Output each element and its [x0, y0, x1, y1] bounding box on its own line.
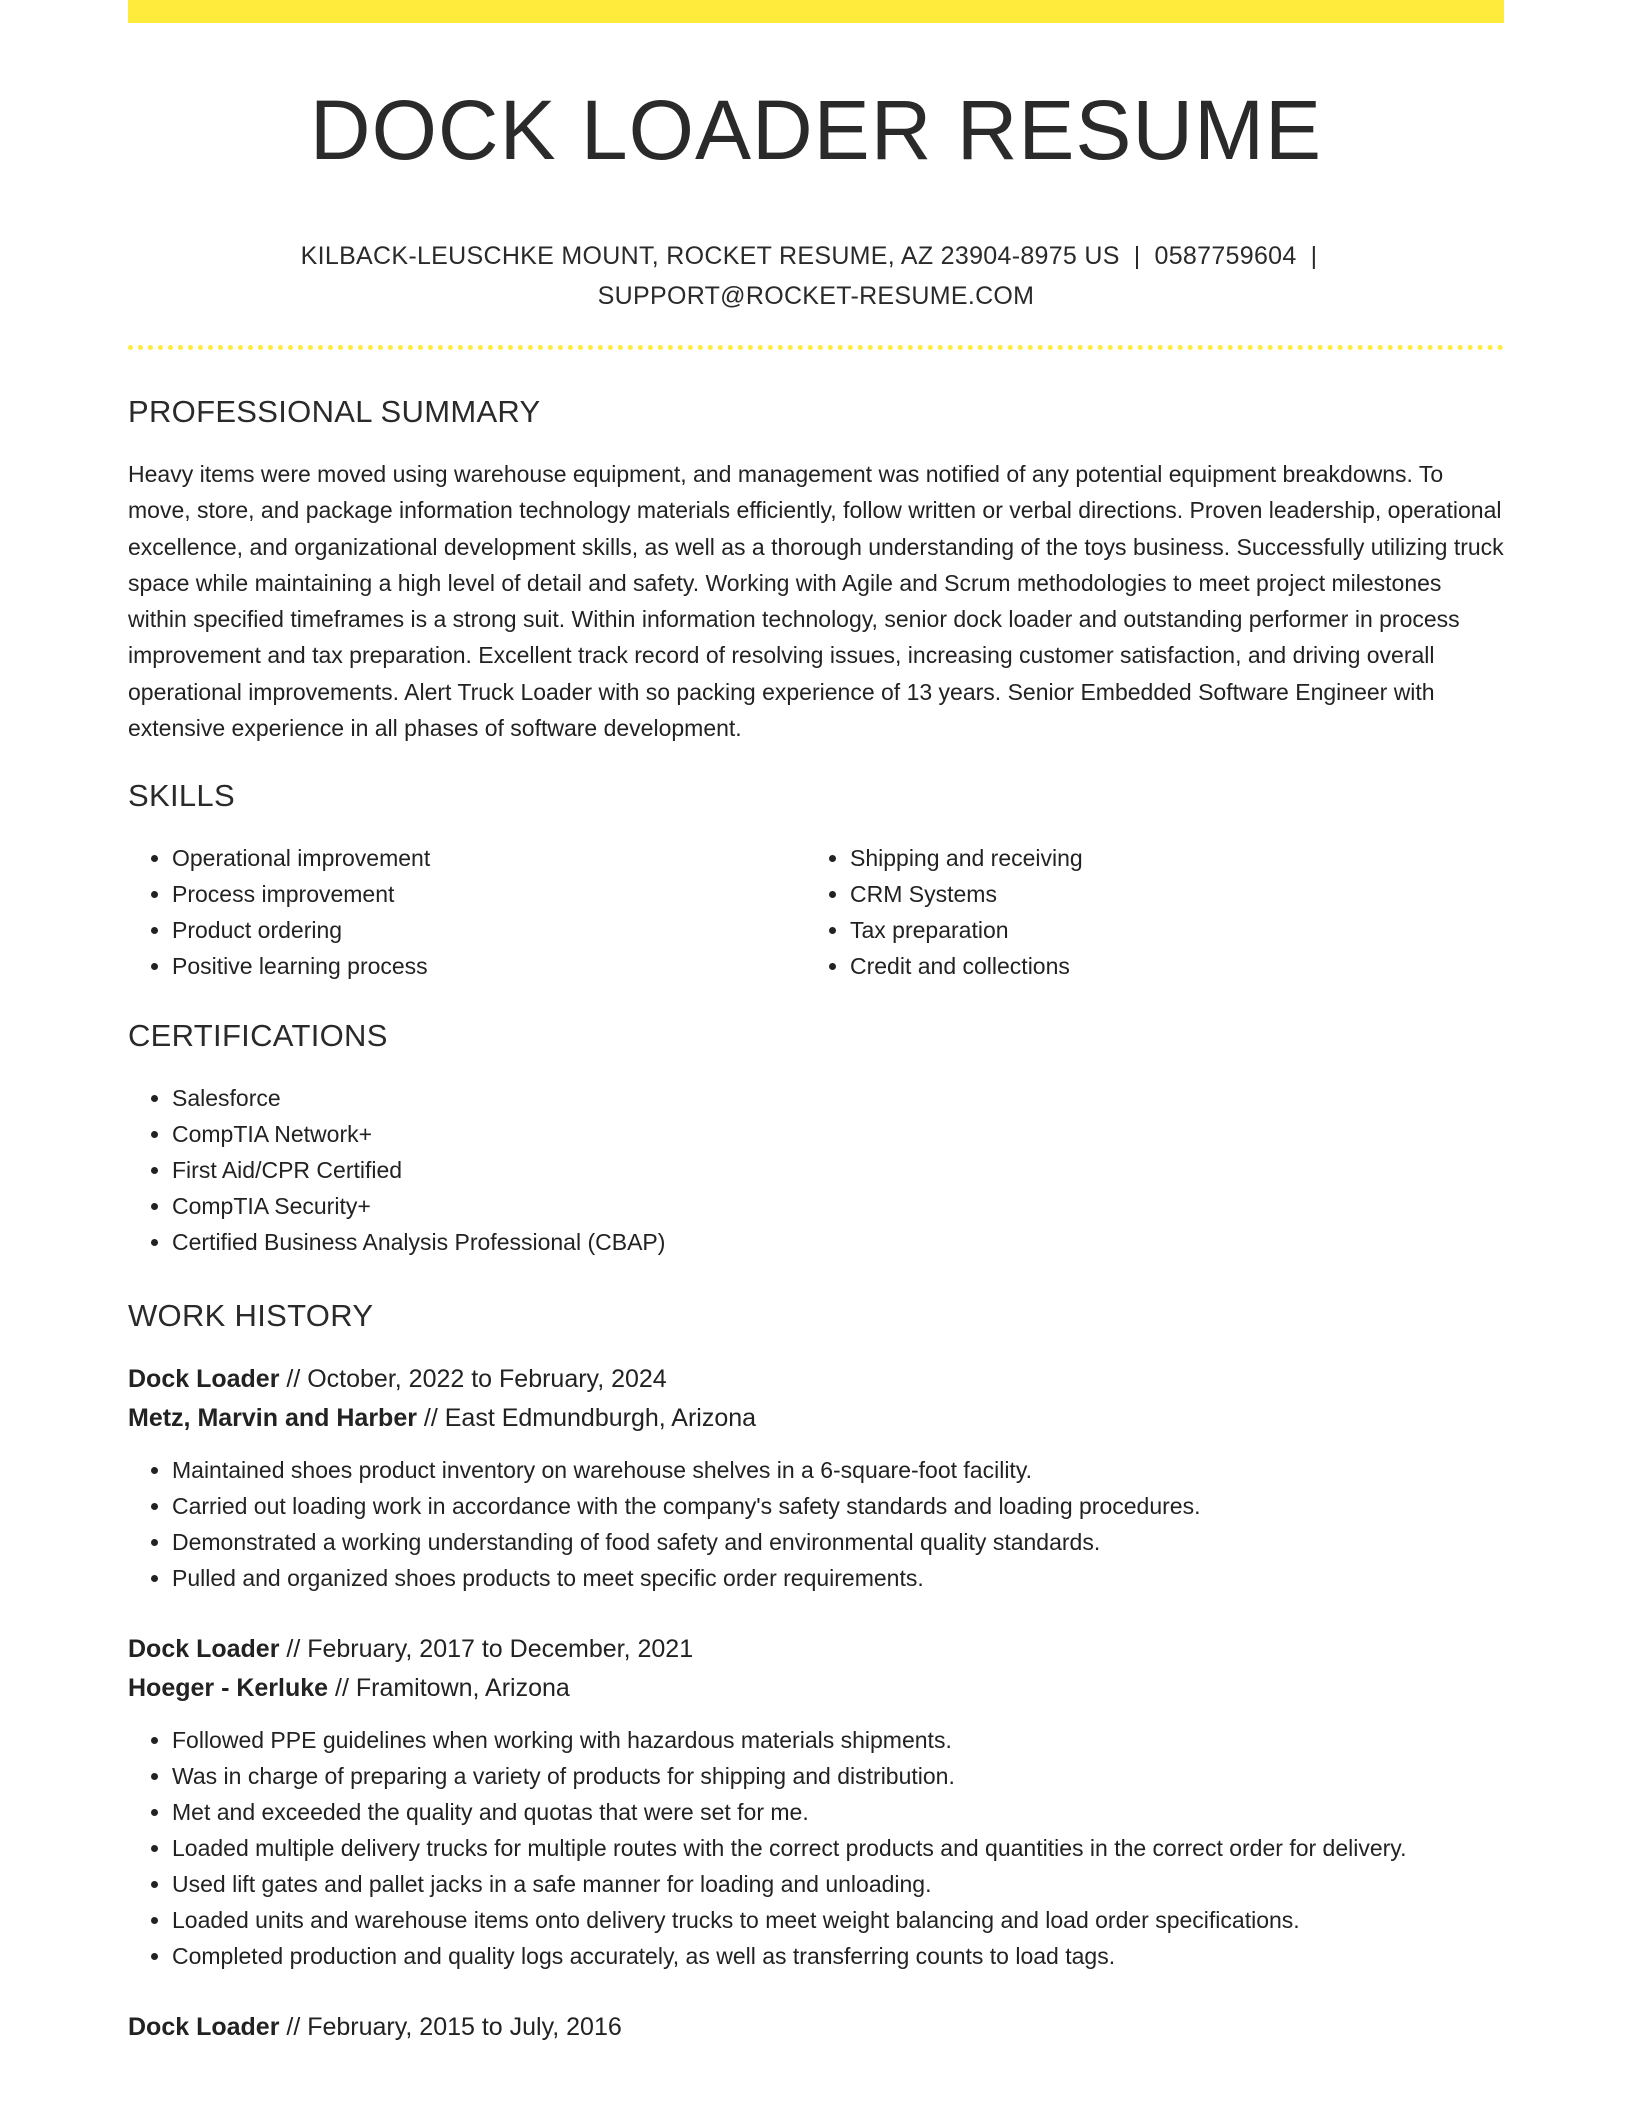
work-history-section	[128, 1294, 1504, 2047]
skill-item: • Process improvement	[172, 876, 806, 912]
contact-address: KILBACK-LEUSCHKE MOUNT, ROCKET RESUME, AZ 23904-8975 US	[300, 242, 1120, 270]
job-bullet: • Demonstrated a working understanding of food safety and environmental quality standards.	[172, 1524, 1504, 1560]
job-bullet: • Used lift gates and pallet jacks in a safe manner for loading and unloading.	[172, 1866, 1504, 1902]
contact-info	[128, 236, 1504, 316]
job-entry	[128, 1360, 1504, 1596]
contact-email: SUPPORT@ROCKET-RESUME.COM	[597, 282, 1035, 310]
certification-item: • Salesforce	[172, 1080, 1504, 1116]
summary-heading: PROFESSIONAL SUMMARY	[128, 394, 541, 429]
skills-columns	[128, 840, 1504, 984]
certifications-list	[128, 1080, 1504, 1260]
skill-item: • Product ordering	[172, 912, 806, 948]
accent-top-bar	[128, 0, 1504, 23]
summary-section	[128, 390, 1504, 746]
resume-title: DOCK LOADER RESUME	[309, 83, 1323, 177]
work-history-heading: WORK HISTORY	[128, 1298, 374, 1334]
resume-body	[128, 390, 1504, 2081]
job-bullet: • Met and exceeded the quality and quotas that were set for me.	[172, 1794, 1504, 1830]
skills-list-left	[128, 840, 806, 984]
skill-item: • Credit and collections	[850, 948, 1484, 984]
certification-item: • Certified Business Analysis Professional (CBAP)	[172, 1224, 1504, 1260]
certification-item: • First Aid/CPR Certified	[172, 1152, 1504, 1188]
skill-item: • Positive learning process	[172, 948, 806, 984]
job-bullet: • Loaded multiple delivery trucks for multiple routes with the correct products and quantities in the correct order for delivery.	[172, 1830, 1504, 1866]
skills-heading: SKILLS	[128, 778, 235, 814]
certification-item: • CompTIA Network+	[172, 1116, 1504, 1152]
job-bullets	[128, 1452, 1504, 1596]
job-bullet: • Maintained shoes product inventory on warehouse shelves in a 6-square-foot facility.	[172, 1452, 1504, 1488]
job-dates: // February, 2017 to December, 2021	[279, 1635, 694, 1664]
job-company: Hoeger - Kerluke	[128, 1674, 329, 1703]
skills-section	[128, 774, 1504, 984]
skill-item: • Shipping and receiving	[850, 840, 1484, 876]
job-dates: // February, 2015 to July, 2016	[279, 2013, 622, 2042]
job-bullet: • Completed production and quality logs accurately, as well as transferring counts to load tags.	[172, 1938, 1504, 1974]
skill-item: • Operational improvement	[172, 840, 806, 876]
job-entry	[128, 1630, 1504, 1974]
job-location: // East Edmundburgh, Arizona	[416, 1404, 757, 1433]
job-dates: // October, 2022 to February, 2024	[279, 1365, 667, 1394]
contact-phone: 0587759604	[1154, 242, 1297, 270]
skills-list-right	[806, 840, 1484, 984]
job-title: Dock Loader	[128, 1365, 280, 1394]
contact-separator: |	[1310, 242, 1318, 270]
job-title: Dock Loader	[128, 2013, 280, 2042]
certifications-section	[128, 1014, 1504, 1260]
job-entry	[128, 2008, 1504, 2047]
job-bullet: • Pulled and organized shoes products to meet specific order requirements.	[172, 1560, 1504, 1596]
job-title-line	[128, 1630, 1504, 1669]
contact-separator: |	[1133, 242, 1141, 270]
job-bullet: • Was in charge of preparing a variety of products for shipping and distribution.	[172, 1758, 1504, 1794]
job-company: Metz, Marvin and Harber	[128, 1404, 417, 1433]
job-bullet: • Carried out loading work in accordance with the company's safety standards and loading procedures.	[172, 1488, 1504, 1524]
certifications-heading: CERTIFICATIONS	[128, 1018, 388, 1054]
skill-item: • Tax preparation	[850, 912, 1484, 948]
summary-text: Heavy items were moved using warehouse equipment, and management was notified of any potential equipment breakdowns. To move, store, and package information technology materials efficiently, follow written or verbal directions. Proven leadership, operational excellence, and organizational development skills, as well as a thorough understanding of the toys business. Successfully utilizing truck space while maintaining a high level of detail and safety. Working with Agile and Scrum methodologies to meet project milestones within specified timeframes is a strong suit. Within information technology, senior dock loader and outstanding performer in process improvement and tax preparation. Excellent track record of resolving issues, increasing customer satisfaction, and driving overall operational improvements. Alert Truck Loader with so packing experience of 13 years. Senior Embedded Software Engineer with extensive experience in all phases of software development.	[128, 461, 1504, 742]
job-title: Dock Loader	[128, 1635, 280, 1664]
job-title-line	[128, 2008, 1504, 2047]
certification-item: • CompTIA Security+	[172, 1188, 1504, 1224]
job-bullet: • Loaded units and warehouse items onto delivery trucks to meet weight balancing and load order specifications.	[172, 1902, 1504, 1938]
job-bullets	[128, 1722, 1504, 1974]
skill-item: • CRM Systems	[850, 876, 1484, 912]
dotted-divider	[128, 345, 1504, 350]
job-title-line	[128, 1360, 1504, 1399]
job-bullet: • Followed PPE guidelines when working with hazardous materials shipments.	[172, 1722, 1504, 1758]
job-company-line	[128, 1669, 1504, 1708]
job-company-line	[128, 1399, 1504, 1438]
job-location: // Framitown, Arizona	[328, 1674, 570, 1703]
